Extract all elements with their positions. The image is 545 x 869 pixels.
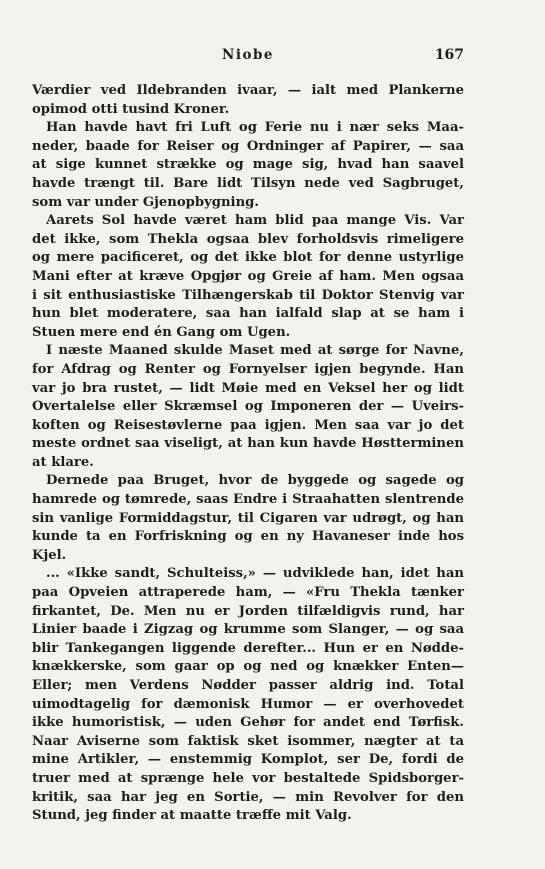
text-line: meste ordnet saa viseligt, at han kun havde Høstterminen (32, 436, 464, 452)
text-line: opimod otti tusind Kroner. (32, 101, 230, 117)
text-line: Stuen mere end én Gang om Ugen. (32, 324, 291, 340)
text-line: paa Opveien attraperede ham, — «Fru Thekla tænker (32, 585, 464, 601)
text-line: Mani efter at kræve Opgjør og Greie af ham. Men ogsaa (32, 268, 464, 284)
text-line: Naar Aviserne som faktisk sket isommer, nægter at ta (32, 733, 464, 749)
text-line: Værdier ved Ildebranden ivaar, — ialt med Plankerne (32, 83, 464, 98)
text-line: uimodtagelig for dæmonisk Humor — er overhovedet (32, 696, 464, 712)
text-line: firkantet, De. Men nu er Jorden tilfældigvis rund, har (32, 603, 464, 619)
text-line: Linier baade i Zigzag og krumme som Slanger, — og saa (32, 622, 464, 638)
text-line: ikke humoristisk, — uden Gehør for andet end Tørfisk. (32, 715, 464, 731)
text-line: ... «Ikke sandt, Schulteiss,» — udviklede han, idet han (46, 566, 464, 582)
text-line: Eller; men Verdens Nødder passer aldrig ind. Total (32, 678, 464, 693)
text-line: kunde ta en Forfriskning og en ny Havaneser inde hos (32, 529, 464, 545)
text-line: havde trængt til. Bare lidt Tilsyn nede ved Sagbruget, (32, 175, 464, 191)
text-line: koften og Reisestøvlerne paa igjen. Men saa var jo det (32, 417, 464, 433)
text-line: Han havde havt fri Luft og Ferie nu i nær seks Maa- (46, 120, 464, 136)
text-line: kritik, saa har jeg en Sortie, — min Revolver for den (32, 789, 464, 805)
body-text (32, 82, 464, 826)
running-head (32, 47, 464, 69)
text-line: Dernede paa Bruget, hvor de byggede og sagede og (46, 473, 464, 489)
text-line: truer med at sprænge hele vor bestaltede Spidsborger- (32, 770, 464, 786)
text-line: neder, baade for Reiser og Ordninger af Papirer, — saa (32, 138, 464, 154)
text-line: Aarets Sol havde været ham blid paa mange Vis. Var (46, 213, 464, 229)
text-line: i sit enthusiastiske Tilhængerskab til Doktor Stenvig var (32, 287, 464, 303)
text-line: var jo bra rustet, — lidt Møie med en Veksel her og lidt (32, 380, 464, 396)
text-line: hun blet moderatere, saa han ialfald slap at se ham i (32, 306, 464, 322)
text-line: for Afdrag og Renter og Fornyelser igjen begynde. Han (32, 361, 464, 377)
text-line: mine Artikler, — enstemmig Komplot, ser De, fordi de (32, 752, 464, 768)
text-line: Kjel. (32, 547, 67, 563)
text-line: I næste Maaned skulde Maset med at sørge for Navne, (46, 343, 464, 359)
page-number: 167 (434, 47, 464, 63)
text-line: at sige kunnet strække og mage sig, hvad han saavel (32, 157, 464, 173)
text-line: hamrede og tømrede, saas Endre i Straahatten slentrende (32, 492, 464, 508)
text-line: det ikke, som Thekla ogsaa blev forholdsvis rimeligere (32, 231, 464, 247)
text-line: knækkerske, som gaar op og ned og knækker Enten— (32, 659, 464, 675)
running-title: Niobe (221, 47, 274, 63)
text-line: Stund, jeg finder at maatte træffe mit Valg. (32, 808, 352, 824)
text-line: at klare. (32, 454, 94, 470)
text-line: som var under Gjenopbygning. (32, 194, 259, 210)
text-line: sin vanlige Formiddagstur, til Cigaren var udrøgt, og han (32, 510, 464, 526)
text-line: og mere pacificeret, og det ikke blot for denne ustyrlige (32, 250, 464, 266)
text-line: Overtalelse eller Skræmsel og Imponeren der — Uveirs- (32, 399, 464, 415)
text-line: blir Tankegangen liggende derefter... Hun er en Nødde- (32, 640, 464, 656)
